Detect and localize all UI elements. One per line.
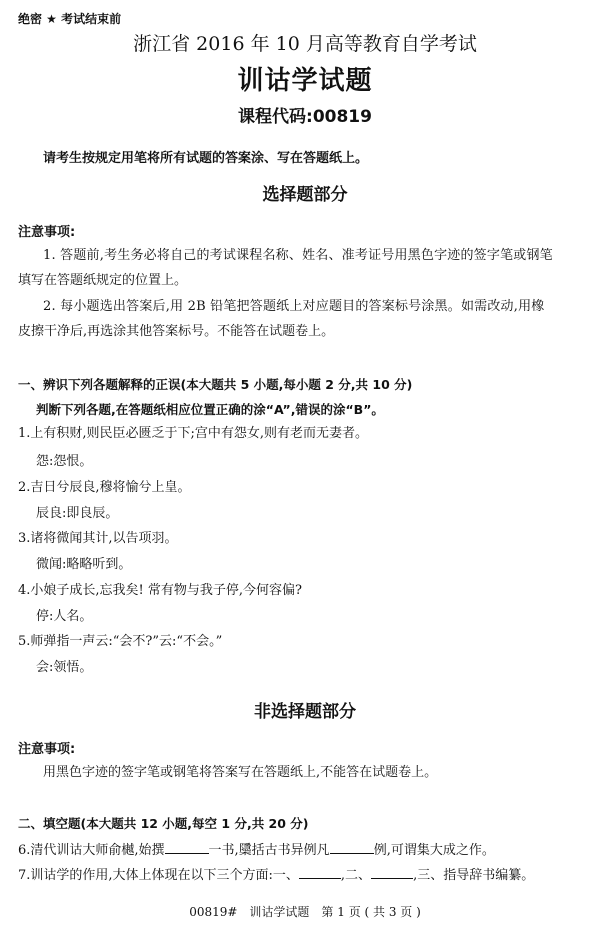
question-6-part-c: 例,可谓集大成之作。 — [373, 843, 495, 858]
part1-note2-line2: 皮擦干净后,再选涂其他答案标号。不能答在试题卷上。 — [18, 324, 335, 339]
question-6-part-b: 一书,櫽括古书异例凡 — [208, 843, 330, 858]
question-1: 1.上有积财,则民臣必匮乏于下;宫中有怨女,则有老而无妻者。 — [18, 426, 369, 441]
question-6-part-a: 6.清代训诂大师俞樾,始撰 — [18, 843, 165, 858]
subject-title: 训诂学试题 — [237, 66, 373, 96]
question-3-explanation: 微闻:略略听到。 — [36, 557, 132, 572]
question-2: 2.吉日兮辰良,穆将愉兮上皇。 — [18, 480, 191, 495]
question-2-explanation: 辰良:即良辰。 — [36, 506, 119, 521]
part1-note2-line1: 2. 每小题选出答案后,用 2B 铅笔把答题纸上对应题目的答案标号涂黑。如需改动,用橡 — [43, 299, 545, 314]
question-7-part-c: ,三、指导辞书编纂。 — [413, 868, 535, 883]
part2-title: 非选择题部分 — [254, 702, 356, 722]
general-instruction: 请考生按规定用笔将所有试题的答案涂、写在答题纸上。 — [43, 151, 369, 166]
question-6-blank-1 — [165, 839, 209, 854]
exam-title: 浙江省 2016 年 10 月高等教育自学考试 — [133, 33, 477, 55]
course-code: 课程代码:00819 — [238, 107, 372, 127]
question-1-explanation: 怨:怨恨。 — [36, 454, 93, 469]
part1-notes-title: 注意事项: — [18, 225, 76, 240]
question-3: 3.诸将微闻其计,以告项羽。 — [18, 531, 178, 546]
question-4: 4.小娘子成长,忘我矣! 常有物与我子停,今何容偏? — [18, 583, 302, 598]
part1-note1-line1: 1. 答题前,考生务必将自己的考试课程名称、姓名、准考证号用黑色字迹的签字笔或钢笔 — [43, 248, 553, 263]
part1-note1-line2: 填写在答题纸规定的位置上。 — [18, 273, 188, 288]
question-7-part-a: 7.训诂学的作用,大体上体现在以下三个方面:一、 — [18, 868, 299, 883]
part2-notes-title: 注意事项: — [18, 742, 76, 757]
section1-title: 一、辨识下列各题解释的正误(本大题共 5 小题,每小题 2 分,共 10 分) — [18, 377, 413, 392]
question-6-blank-2 — [330, 839, 374, 854]
part1-title: 选择题部分 — [262, 185, 348, 205]
question-7-blank-1 — [299, 864, 341, 879]
question-7 — [18, 864, 534, 885]
question-7-part-b: ,二、 — [340, 868, 372, 883]
confidential-label: 绝密 ★ 考试结束前 — [18, 12, 122, 26]
question-7-blank-2 — [371, 864, 413, 879]
question-5: 5.师弹指一声云:“会不?”云:“不会。” — [18, 634, 223, 649]
section1-instruction: 判断下列各题,在答题纸相应位置正确的涂“A”,错误的涂“B”。 — [36, 402, 384, 417]
section2-title: 二、填空题(本大题共 12 小题,每空 1 分,共 20 分) — [18, 816, 309, 831]
question-4-explanation: 停:人名。 — [36, 609, 93, 624]
part2-note: 用黑色字迹的签字笔或钢笔将答案写在答题纸上,不能答在试题卷上。 — [43, 765, 438, 780]
question-6 — [18, 839, 495, 860]
question-5-explanation: 会:领悟。 — [36, 660, 93, 675]
page-footer: 00819# 训诂学试题 第 1 页 ( 共 3 页 ) — [189, 905, 421, 919]
